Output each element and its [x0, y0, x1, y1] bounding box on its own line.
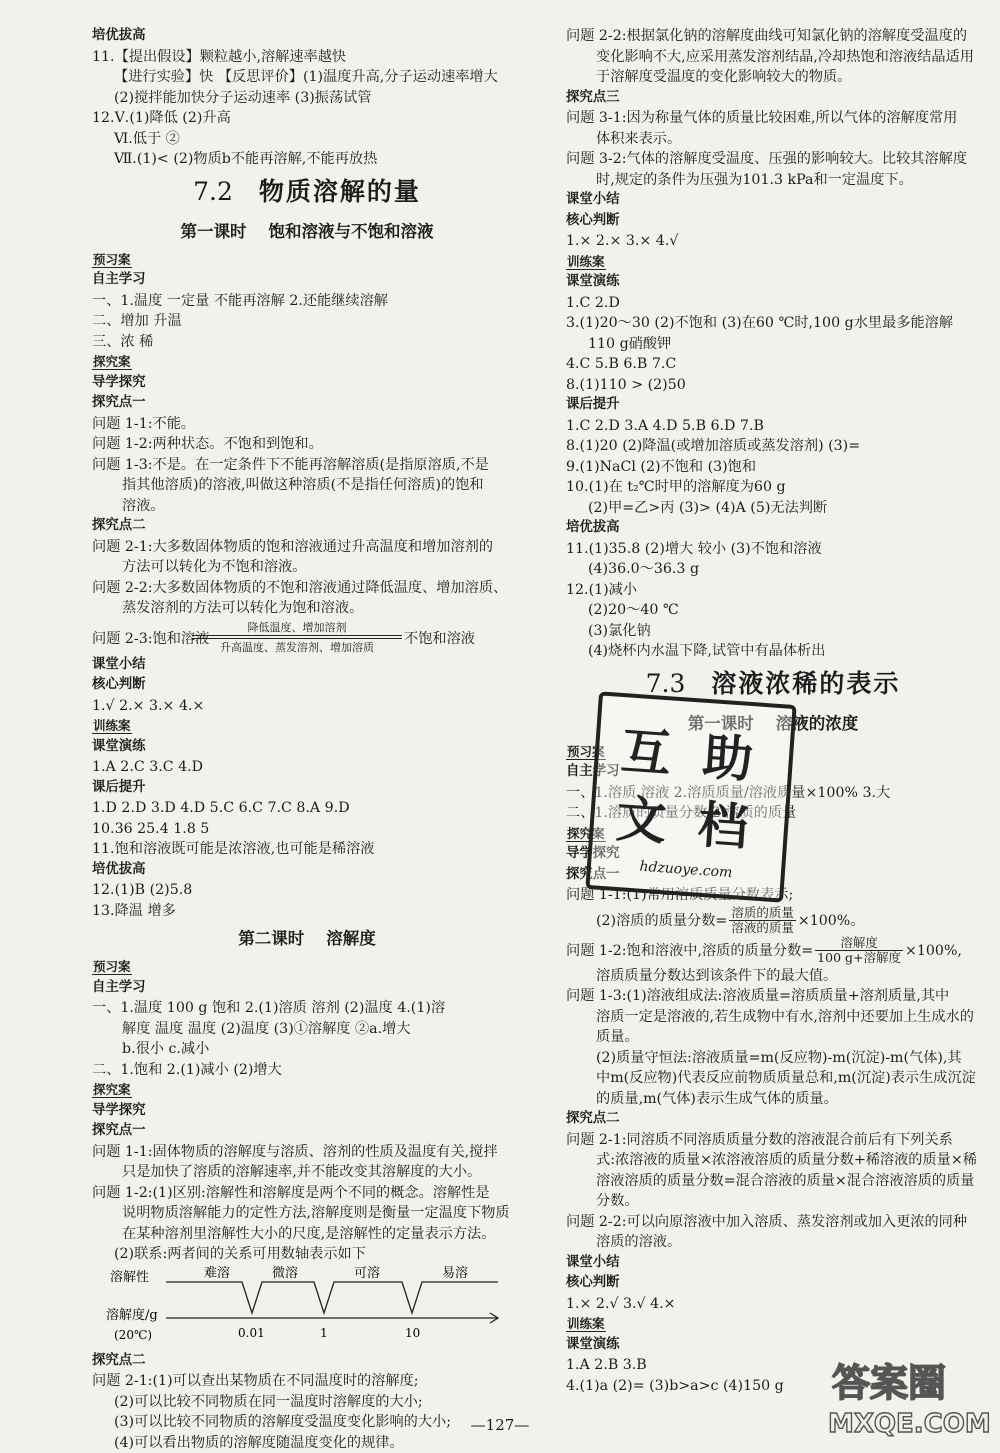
answer-line: (3)可以比较不同物质的溶解度受温度变化影响的大小;	[92, 1412, 522, 1433]
section-number: 7.3	[646, 669, 686, 698]
lesson-number: 第二课时	[238, 929, 304, 948]
answer-line: Ⅶ.(1)< (2)物质b不能再溶解,不能再放热	[92, 149, 522, 170]
answer-line: 于溶解度受温度的变化影响较大的物质。	[566, 67, 980, 88]
answer-line: 4.C 5.B 6.B 7.C	[566, 354, 980, 375]
answer-line: 只是加快了溶质的溶解速率,并不能改变其溶解度的大小。	[92, 1162, 522, 1183]
answer-block-top	[92, 26, 522, 170]
answer-line: 10.(1)在 t₂℃时甲的溶解度为60 g	[566, 477, 980, 498]
answer-line: 分数。	[566, 1191, 980, 1212]
answer-line: 问题 2-1:(1)可以查出某物质在不同温度时的溶解度;	[92, 1371, 522, 1392]
answer-line: 解度 温度 温度 (2)温度 (3)①溶解度 ②a.增大	[92, 1019, 522, 1040]
answer-line: 式:浓溶液的质量×浓溶液溶质的质量分数+稀溶液的质量×稀	[566, 1150, 980, 1171]
answer-line: 溶质一定是溶液的,若生成物中有水,溶剂中还要加上生成水的	[566, 1007, 980, 1028]
answer-line: 问题 1-1:不能。	[92, 414, 522, 435]
subheading: 课堂演练	[92, 737, 522, 758]
answer-line: 质量。	[566, 1027, 980, 1048]
subheading: 培优拔高	[566, 518, 980, 539]
subheading: 课堂小结	[566, 190, 980, 211]
equation-left: 问题 2-3:饱和溶液	[92, 628, 209, 648]
answer-line: 问题 2-1:同溶质不同溶质质量分数的溶液混合前后有下列关系	[566, 1130, 980, 1151]
answer-line: (2)搅拌能加快分子运动速率 (3)振荡试管	[92, 88, 522, 109]
left-column	[92, 26, 522, 1453]
equation-right: 不饱和溶液	[404, 628, 475, 648]
stamp-char: 档	[696, 785, 751, 860]
answer-line: 11.饱和溶液既可能是浓溶液,也可能是稀溶液	[92, 839, 522, 860]
answer-line: 二、1.溶质的质量分数 2.溶质的质量	[566, 803, 980, 824]
answer-line: 中m(反应物)代表反应前物质质量总和,m(沉淀)表示生成沉淀	[566, 1068, 980, 1089]
stamp-char: 文	[614, 779, 669, 854]
subheading: 培优拔高	[92, 26, 522, 47]
answer-line: 1.√ 2.× 3.× 4.×	[92, 696, 522, 717]
answer-line: 变化影响不大,应采用蒸发溶剂结晶,冷却热饱和溶液结晶适用	[566, 47, 980, 68]
subheading: 自主学习	[92, 270, 522, 291]
number-line-svg	[92, 1265, 522, 1351]
category-label: 可溶	[354, 1265, 380, 1281]
answer-line: 问题 3-1:因为称量气体的质量比较困难,所以气体的溶解度常用	[566, 108, 980, 129]
answer-line: 一、1.温度 一定量 不能再溶解 2.还能继续溶解	[92, 291, 522, 312]
page-number: —127—	[0, 1416, 1000, 1434]
section-label-tag: 探究案	[566, 824, 980, 845]
subheading: 课堂演练	[566, 1335, 980, 1356]
answer-line: 1.× 2.√ 3.√ 4.×	[566, 1294, 980, 1315]
answer-line: 二、1.饱和 2.(1)减小 (2)增大	[92, 1060, 522, 1081]
subheading: 探究点三	[566, 88, 980, 109]
fraction-numerator: 溶质的质量	[729, 906, 796, 921]
subheading: 导学探究	[566, 844, 980, 865]
answer-line: 一、1.温度 100 g 饱和 2.(1)溶质 溶剂 (2)温度 4.(1)溶	[92, 998, 522, 1019]
subheading: 课堂演练	[566, 272, 980, 293]
answer-line: (3)氯化钠	[566, 621, 980, 642]
answer-line: 蒸发溶剂的方法可以转化为饱和溶液。	[92, 598, 522, 619]
answer-line: 3.(1)20～30 (2)不饱和 (3)在60 ℃时,100 g水里最多能溶解	[566, 313, 980, 334]
answer-line: 问题 1-1:(1)常用溶质质量分数表示;	[566, 885, 980, 906]
answer-line: 110 g硝酸钾	[566, 334, 980, 355]
subheading: 自主学习	[92, 978, 522, 999]
answer-line: 问题 2-1:大多数固体物质的饱和溶液通过升高温度和增加溶剂的	[92, 537, 522, 558]
stamp-char: 助	[701, 717, 756, 792]
answer-line: 1.C 2.D	[566, 293, 980, 314]
answer-line: 问题 1-3:不是。在一定条件下不能再溶解溶质(是指原溶质,不是	[92, 455, 522, 476]
answer-line: (2)联系:两者间的关系可用数轴表示如下	[92, 1244, 522, 1265]
answer-line: (2)质量守恒法:溶液质量=m(反应物)-m(沉淀)-m(气体),其	[566, 1048, 980, 1069]
answer-line: 12.Ⅴ.(1)降低 (2)升高	[92, 108, 522, 129]
stamp-char: 互	[619, 711, 674, 786]
tick-label: 10	[405, 1326, 420, 1340]
answer-line: 问题 2-2:可以向原溶液中加入溶质、蒸发溶剂或加入更浓的同种	[566, 1212, 980, 1233]
fraction-numerator: 溶解度	[815, 936, 903, 951]
lesson-heading-1	[92, 214, 522, 250]
answer-line: 方法可以转化为不饱和溶液。	[92, 557, 522, 578]
answer-block-lesson1	[92, 250, 522, 619]
answer-line: 1.D 2.D 3.D 4.D 5.C 6.C 7.C 8.A 9.D	[92, 798, 522, 819]
answer-line: 1.A 2.B 3.B	[566, 1355, 980, 1376]
formula-mass-fraction: (2)溶质的质量分数= $\frac{\text{溶质的质量}}{\text{溶液的质量}}$ ×100%。	[566, 906, 980, 936]
answer-line: 问题 2-2:大多数固体物质的不饱和溶液通过降低温度、增加溶质、	[92, 578, 522, 599]
subheading: 课堂小结	[566, 1253, 980, 1274]
subheading: 导学探究	[92, 373, 522, 394]
section-label-tag: 训练案	[566, 252, 980, 273]
lesson-number: 第一课时	[181, 222, 247, 241]
subheading: 导学探究	[92, 1101, 522, 1122]
answer-line: 的质量,m(气体)表示生成气体的质量。	[566, 1089, 980, 1110]
category-label: 难溶	[204, 1265, 230, 1281]
answer-line: 三、浓 稀	[92, 332, 522, 353]
svg-text:MXQE.COM: MXQE.COM	[828, 1409, 991, 1438]
answer-line: 9.(1)NaCl (2)不饱和 (3)饱和	[566, 457, 980, 478]
subheading: 自主学习	[566, 762, 980, 783]
section-heading-7-2	[92, 170, 522, 214]
answer-line: (2)可以比较不同物质在同一温度时溶解度的大小;	[92, 1392, 522, 1413]
subheading: 课后提升	[92, 778, 522, 799]
answer-line: 1.A 2.C 3.C 4.D	[92, 757, 522, 778]
answer-block-right-top	[566, 26, 980, 662]
answer-line: Ⅵ.低于 ②	[92, 129, 522, 150]
answer-block-lesson2-b	[92, 1351, 522, 1453]
answer-line: (4)36.0～36.3 g	[566, 559, 980, 580]
subheading: 探究点二	[92, 1351, 522, 1372]
svg-text:答案圈: 答案圈	[832, 1361, 946, 1405]
answer-line: 问题 3-2:气体的溶解度受温度、压强的影响较大。比较其溶解度	[566, 149, 980, 170]
tick-label: 0.01	[238, 1326, 265, 1340]
answer-line: (4)可以看出物质的溶解度随温度变化的规律。	[92, 1433, 522, 1453]
answer-line: 二、增加 升温	[92, 311, 522, 332]
answer-line: 在某种溶剂里溶解性大小的尺度,是溶解性的定量表示方法。	[92, 1224, 522, 1245]
answer-line: 4.(1)a (2)= (3)b>a>c (4)150 g	[566, 1376, 980, 1397]
lesson-title: 溶解度	[326, 929, 376, 948]
answer-line: 溶质质量分数达到该条件下的最大值。	[566, 966, 980, 987]
subheading: 核心判断	[566, 1273, 980, 1294]
subheading: 探究点二	[92, 516, 522, 537]
subheading: 核心判断	[92, 675, 522, 696]
answer-line: b.很小 c.减小	[92, 1039, 522, 1060]
answer-line: 问题 2-2:根据氯化钠的溶解度曲线可知氯化钠的溶解度受温度的	[566, 26, 980, 47]
section-label-tag: 训练案	[92, 716, 522, 737]
section-number: 7.2	[193, 177, 233, 206]
tick-label: 1	[320, 1326, 328, 1340]
arrow-top-label: 降低温度、增加溶剂	[192, 619, 402, 635]
answer-block-lesson2	[92, 957, 522, 1265]
subheading: 课堂小结	[92, 655, 522, 676]
answer-line: 10.36 25.4 1.8 5	[92, 819, 522, 840]
answer-line: 溶质的溶液。	[566, 1232, 980, 1253]
answer-line: 8.(1)110 > (2)50	[566, 375, 980, 396]
answer-line: 溶液溶质的质量分数=混合溶液的质量×混合溶液溶质的质量	[566, 1171, 980, 1192]
conversion-equation	[92, 619, 522, 655]
subheading: 核心判断	[566, 211, 980, 232]
answer-line: 1.C 2.D 3.A 4.D 5.B 6.D 7.B	[566, 416, 980, 437]
answer-line: 11.(1)35.8 (2)增大 较小 (3)不饱和溶液	[566, 539, 980, 560]
answer-line: (4)烧杯内水温下降,试管中有晶体析出	[566, 641, 980, 662]
answer-line: 时,规定的条件为压强为101.3 kPa和一定温度下。	[566, 170, 980, 191]
answer-block-lesson3-b	[566, 966, 980, 1397]
answer-line: 说明物质溶解能力的定性方法,溶解度则是衡量一定温度下物质	[92, 1203, 522, 1224]
number-line-axis	[166, 1282, 498, 1323]
category-label: 易溶	[442, 1265, 468, 1281]
arrow-bottom-label: 升高温度、蒸发溶剂、增加溶质	[192, 639, 402, 655]
formula-saturated: 问题 1-2:饱和溶液中,溶质的质量分数= $\frac{\text{溶解度}}{\text{100 g+溶解度}}$ ×100%,	[566, 936, 980, 966]
section-label-tag: 训练案	[566, 1314, 980, 1335]
answer-line: (2)20～40 ℃	[566, 600, 980, 621]
category-label: 微溶	[272, 1265, 298, 1281]
answer-block-lesson1-b	[92, 655, 522, 922]
answer-line: 溶液。	[92, 496, 522, 517]
section-label-tag: 预习案	[92, 250, 522, 271]
subheading: 探究点一	[92, 1121, 522, 1142]
subheading: 探究点二	[566, 1109, 980, 1130]
lesson-title: 饱和溶液与不饱和溶液	[269, 222, 434, 241]
subheading: 探究点一	[566, 865, 980, 886]
solubility-number-line	[92, 1265, 522, 1351]
answer-line: 8.(1)20 (2)降温(或增加溶质或蒸发溶剂) (3)=	[566, 436, 980, 457]
watermark-stamp	[585, 691, 796, 902]
answer-line: 13.降温 增多	[92, 901, 522, 922]
section-title: 物质溶解的量	[259, 177, 421, 206]
subheading: 培优拔高	[92, 860, 522, 881]
lesson-number: 第一课时	[688, 714, 754, 733]
answer-line: 12.(1)B (2)5.8	[92, 880, 522, 901]
section-label-tag: 预习案	[92, 957, 522, 978]
answer-line: 问题 1-1:固体物质的溶解度与溶质、溶剂的性质及温度有关,搅拌	[92, 1142, 522, 1163]
section-label-tag: 探究案	[92, 1080, 522, 1101]
row-label-solubility-g: 溶解度/g	[106, 1307, 158, 1323]
section-label-tag: 预习案	[566, 742, 980, 763]
answer-line: 指其他溶质)的溶液,叫做这种溶质(不是指任何溶质)的饱和	[92, 475, 522, 496]
lesson-title: 溶液的浓度	[776, 714, 859, 733]
stamp-url: hdzuoye.com	[591, 855, 782, 884]
answer-line: 一、1.溶质 溶液 2.溶质质量/溶液质量×100% 3.大	[566, 783, 980, 804]
section-label-tag: 探究案	[92, 352, 522, 373]
answer-line: 【进行实验】快 【反思评价】(1)温度升高,分子运动速率增大	[92, 67, 522, 88]
row-label-temp: (20℃)	[114, 1328, 152, 1342]
section-title: 溶液浓稀的表示	[711, 669, 900, 698]
answer-line: 问题 1-3:(1)溶液组成法:溶液质量=溶质质量+溶剂质量,其中	[566, 986, 980, 1007]
subheading: 探究点一	[92, 393, 522, 414]
answer-line: 11.【提出假设】颗粒越小,溶解速率越快	[92, 47, 522, 68]
row-label-solubility: 溶解性	[110, 1269, 149, 1285]
fraction-denominator: 溶液的质量	[729, 921, 796, 935]
answer-line: 体积来表示。	[566, 129, 980, 150]
answer-line: 12.(1)减小	[566, 580, 980, 601]
lesson-heading-2	[92, 921, 522, 957]
answer-line: (2)甲=乙>丙 (3)> (4)A (5)无法判断	[566, 498, 980, 519]
answer-line: 1.× 2.× 3.× 4.√	[566, 231, 980, 252]
answer-line: 问题 1-2:两种状态。不饱和到饱和。	[92, 434, 522, 455]
subheading: 课后提升	[566, 395, 980, 416]
double-arrow	[192, 619, 402, 655]
answer-line: 问题 1-2:(1)区别:溶解性和溶解度是两个不同的概念。溶解性是	[92, 1183, 522, 1204]
fraction-denominator: 100 g+溶解度	[815, 951, 903, 965]
